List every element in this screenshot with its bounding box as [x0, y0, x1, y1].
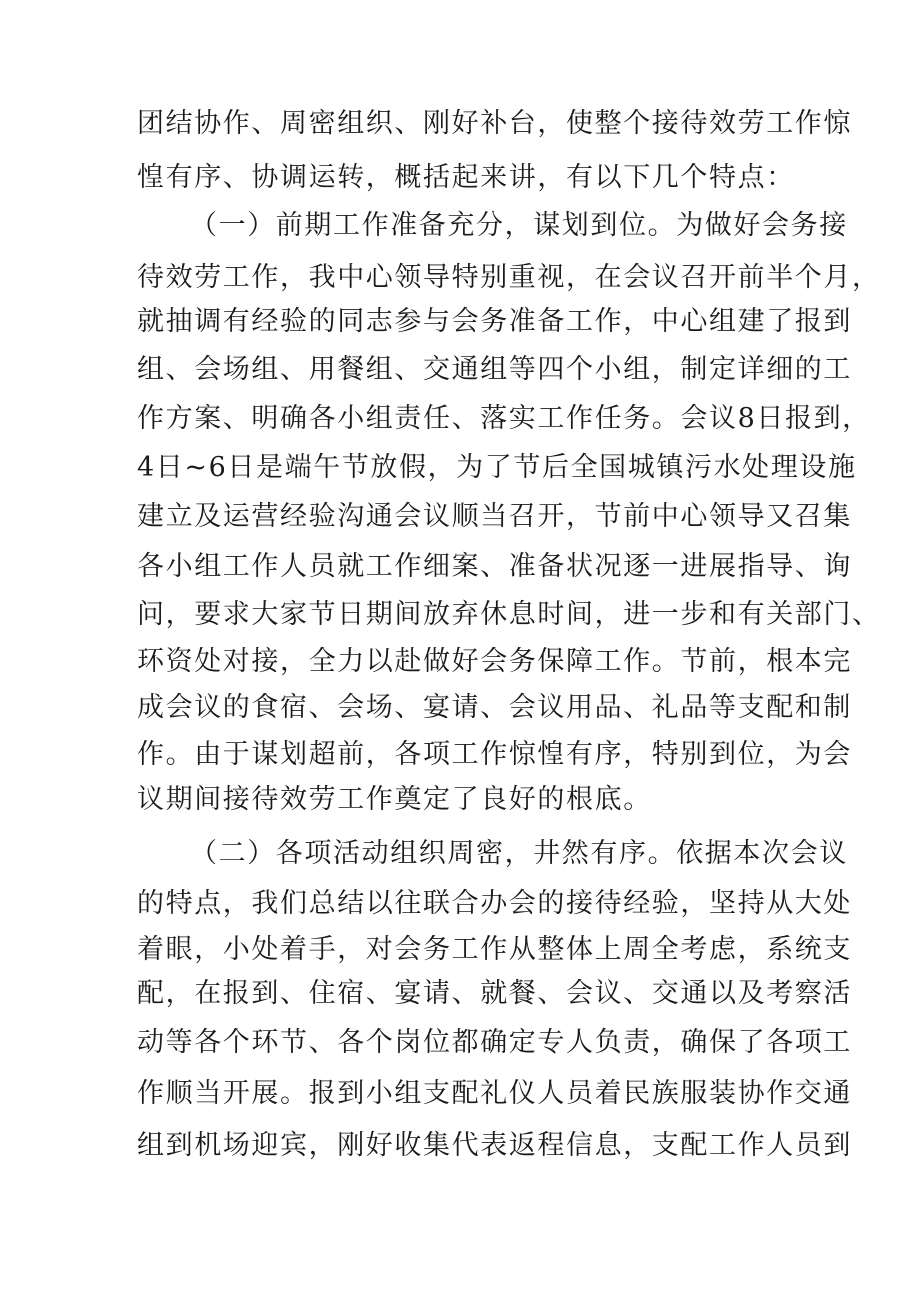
paragraph-heading-line: （一）前期工作准备充分，谋划到位。为做好会务接 [190, 210, 848, 241]
text-line: 着眼，小处着手，对会务工作从整体上周全考虑，系统支 [137, 934, 852, 965]
paragraph-heading-line: （二）各项活动组织周密，井然有序。依据本次会议 [190, 838, 848, 869]
text-line: 配，在报到、住宿、宴请、就餐、会议、交通以及考察活 [137, 978, 852, 1009]
text-line: 待效劳工作，我中心领导特别重视，在会议召开前半个月， [137, 262, 881, 293]
text-line: 组、会场组、用餐组、交通组等四个小组，制定详细的工 [137, 354, 852, 385]
text-line: 各小组工作人员就工作细案、准备状况逐一进展指导、询 [137, 551, 852, 582]
text-line: 组到机场迎宾，刚好收集代表返程信息，支配工作人员到 [137, 1130, 852, 1161]
text-line: 的特点，我们总结以往联合办会的接待经验，坚持从大处 [137, 888, 852, 919]
text-line: 作方案、明确各小组责任、落实工作任务。会议8日报到， [137, 403, 871, 434]
text-line: 惶有序、协调运转，概括起来讲，有以下几个特点： [137, 162, 795, 193]
text-line: 成会议的食宿、会场、宴请、会议用品、礼品等支配和制 [137, 692, 852, 723]
text-line: 动等各个环节、各个岗位都确定专人负责，确保了各项工 [137, 1027, 852, 1058]
text-line: 作。由于谋划超前，各项工作惊惶有序，特别到位，为会 [137, 739, 852, 770]
text-line: 环资处对接，全力以赴做好会务保障工作。节前，根本完 [137, 646, 852, 677]
text-line: 问，要求大家节日期间放弃休息时间，进一步和有关部门、 [137, 599, 881, 630]
text-line: 建立及运营经验沟通会议顺当召开，节前中心领导又召集 [137, 501, 852, 532]
text-line: 作顺当开展。报到小组支配礼仪人员着民族服装协作交通 [137, 1078, 852, 1109]
text-line: 4日~6日是端午节放假，为了节后全国城镇污水处理设施 [137, 452, 857, 483]
text-line: 团结协作、周密组织、刚好补台，使整个接待效劳工作惊 [137, 108, 852, 139]
text-line: 议期间接待效劳工作奠定了良好的根底。 [137, 784, 652, 815]
text-line: 就抽调有经验的同志参与会务准备工作，中心组建了报到 [137, 306, 852, 337]
